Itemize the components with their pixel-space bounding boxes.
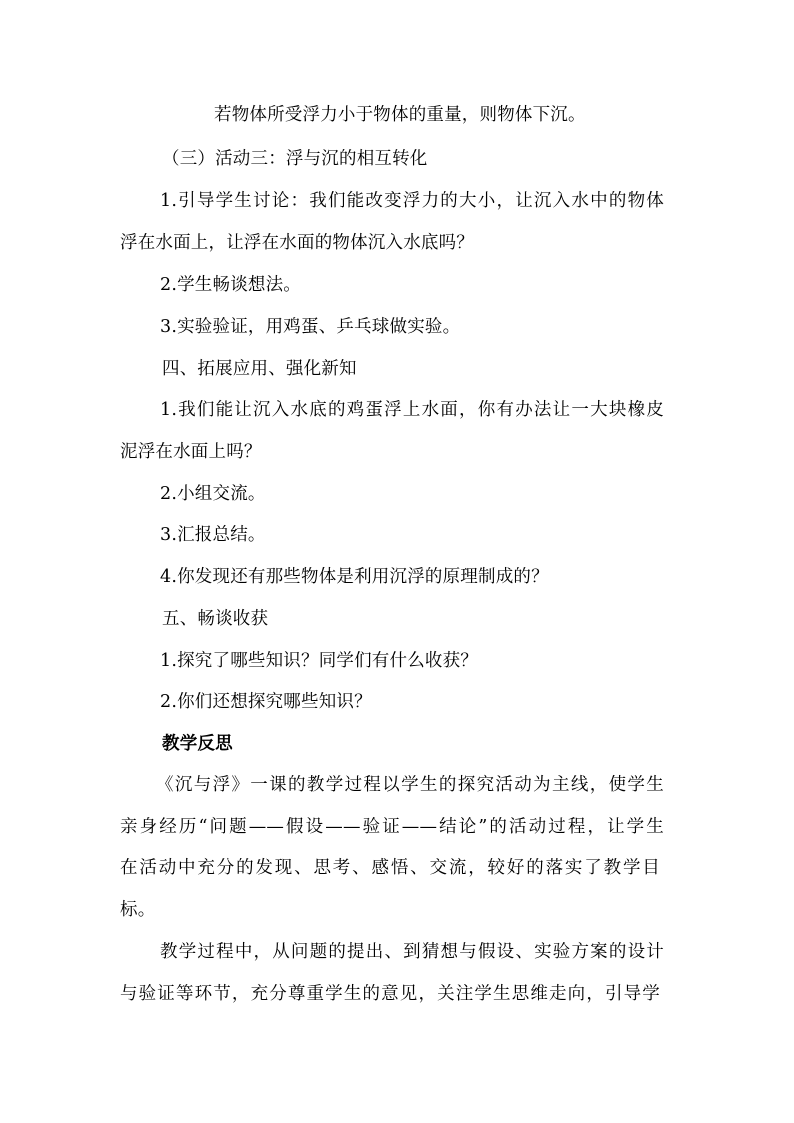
section5-heading: 五、畅谈收获 [162, 609, 269, 629]
section5-item1: 1.探究了哪些知识？同学们有什么收获？ [160, 651, 478, 671]
activity3-item2: 2.学生畅谈想法。 [160, 275, 301, 295]
section4-item1-line1: 1.我们能让沉入水底的鸡蛋浮上水面，你有办法让一大块橡皮 [160, 400, 664, 420]
reflection-p1-line4: 标。 [120, 900, 156, 920]
intro-line: 若物体所受浮力小于物体的重量，则物体下沉。 [214, 105, 586, 125]
reflection-p1-line2: 亲身经历“问题——假设——验证——结论”的活动过程，让学生 [120, 817, 664, 837]
activity3-item3: 3.实验验证，用鸡蛋、乒乓球做实验。 [160, 317, 461, 337]
activity3-item1-line2: 浮在水面上，让浮在水面的物体沉入水底吗？ [120, 233, 474, 253]
section4-item1-line2: 泥浮在水面上吗？ [120, 442, 262, 462]
section4-item2: 2.小组交流。 [160, 484, 266, 504]
section4-heading: 四、拓展应用、强化新知 [162, 359, 357, 379]
activity3-heading: （三）活动三：浮与沉的相互转化 [162, 149, 428, 169]
section5-item2: 2.你们还想探究哪些知识？ [160, 692, 372, 712]
section4-item3: 3.汇报总结。 [160, 525, 266, 545]
section4-item4: 4.你发现还有那些物体是利用沉浮的原理制成的？ [160, 567, 549, 587]
reflection-heading: 教学反思 [162, 734, 233, 754]
reflection-p1-line3: 在活动中充分的发现、思考、感悟、交流，较好的落实了教学目 [120, 858, 660, 878]
reflection-p1-line1: 《沉与浮》一课的教学过程以学生的探究活动为主线，使学生 [156, 775, 664, 795]
reflection-p2-line2: 与验证等环节，充分尊重学生的意见，关注学生思维走向，引导学 [120, 984, 660, 1004]
reflection-p2-line1: 教学过程中，从问题的提出、到猜想与假设、实验方案的设计 [160, 942, 664, 962]
activity3-item1-line1: 1.引导学生讨论：我们能改变浮力的大小，让沉入水中的物体 [160, 191, 664, 211]
